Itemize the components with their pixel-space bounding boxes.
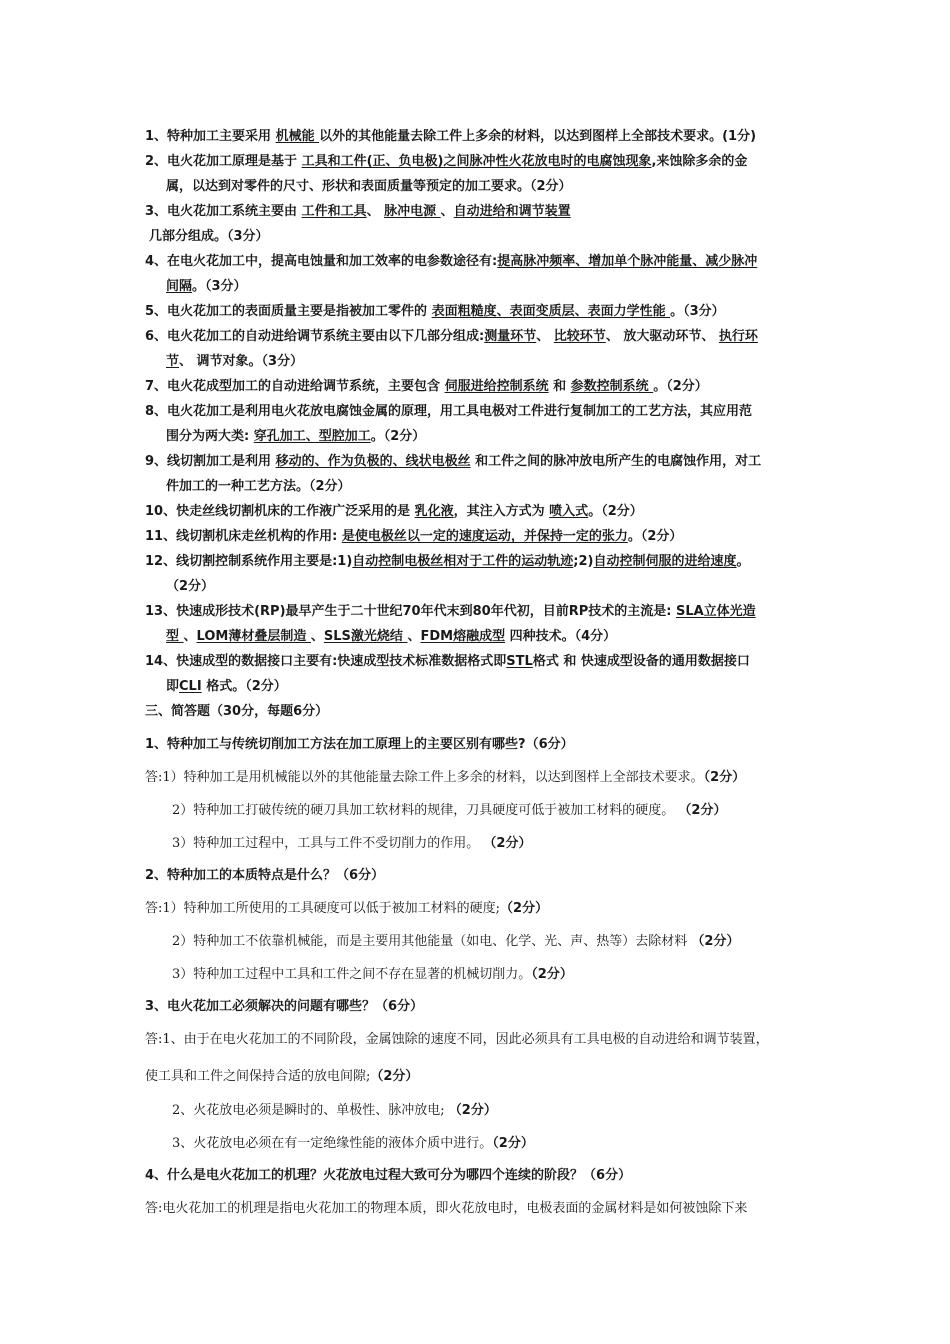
question-3: 3、电火花加工必须解决的问题有哪些？（6分）: [145, 999, 424, 1014]
fill-item-10: 10、快走丝线切割机床的工作液广泛采用的是 乳化液，其注入方式为 喷入式。（2分）: [145, 504, 643, 519]
question-2: 2、特种加工的本质特点是什么？（6分）: [145, 868, 385, 883]
fill-item-14: 14、快速成型的数据接口主要有:快速成型技术标准数据格式即STL格式 和 快速成型设备的通用数据接口 即CLI 格式。（2分）: [145, 654, 750, 694]
fill-item-6: 6、电火花加工的自动进给调节系统主要由以下几部分组成:测量环节、 比较环节、 放大驱动环节、 执行环 节、 调节对象。（3分）: [145, 329, 758, 369]
answer-4-line-1: 答:电火花加工的机理是指电火花加工的物理本质，即火花放电时，电极表面的金属材料是如何被蚀除下来: [145, 1201, 748, 1216]
fill-item-1: 1、特种加工主要采用 机械能 以外的其他能量去除工件上多余的材料，以达到图样上全部技术要求。(1分): [145, 129, 757, 144]
question-1: 1、特种加工与传统切削加工方法在加工原理上的主要区别有哪些?（6分）: [145, 737, 574, 752]
section-title: 三、简答题（30分，每题6分）: [145, 704, 329, 719]
fill-item-4: 4、在电火花加工中，提高电蚀量和加工效率的电参数途径有:提高脉冲频率、增加单个脉冲能量、减少脉冲 间隔。（3分）: [145, 254, 758, 294]
answer-2-line-2: 2）特种加工不依靠机械能，而是主要用其他能量（如电、化学、光、声、热等）去除材料 （2分）: [172, 934, 740, 949]
fill-item-8: 8、电火花加工是利用电火花放电腐蚀金属的原理，用工具电极对工件进行复制加工的工艺方法，其应用范 围分为两大类: 穿孔加工、型腔加工。（2分）: [145, 404, 753, 444]
answer-1-line-3: 3）特种加工过程中，工具与工件不受切削力的作用。 （2分）: [172, 836, 532, 851]
answer-2-line-1: 答:1）特种加工所使用的工具硬度可以低于被加工材料的硬度;（2分）: [145, 901, 549, 916]
answer-3-line-4: 3、火花放电必须在有一定绝缘性能的液体介质中进行。（2分）: [172, 1136, 534, 1151]
answer-3-line-3: 2、火花放电必须是瞬时的、单极性、脉冲放电; （2分）: [172, 1103, 497, 1118]
answer-3-line-2: 使工具和工件之间保持合适的放电间隙;（2分）: [145, 1069, 419, 1084]
answer-2-line-3: 3）特种加工过程中工具和工件之间不存在显著的机械切削力。（2分）: [172, 967, 573, 982]
answer-3-line-1: 答:1、由于在电火花加工的不同阶段，金属蚀除的速度不同，因此必须具有工具电极的自动进给和调节装置，: [145, 1032, 769, 1047]
question-4: 4、什么是电火花加工的机理？火花放电过程大致可分为哪四个连续的阶段？（6分）: [145, 1168, 632, 1183]
answer-1-line-2: 2）特种加工打破传统的硬刀具加工软材料的规律，刀具硬度可低于被加工材料的硬度。 （2分）: [172, 803, 727, 818]
fill-item-13: 13、快速成形技术(RP)最早产生于二十世纪70年代末到80年代初，目前RP技术的主流是: SLA立体光造 型 、LOM薄材叠层制造 、SLS激光烧结 、FDM熔融成型 四种技术。（4分）: [145, 604, 756, 644]
answer-1-line-1: 答:1）特种加工是用机械能以外的其他能量去除工件上多余的材料，以达到图样上全部技术要求。（2分）: [145, 770, 746, 785]
fill-item-5: 5、电火花加工的表面质量主要是指被加工零件的 表面粗糙度、表面变质层、表面力学性能 。（3分）: [145, 304, 725, 319]
fill-item-3: 3、电火花加工系统主要由 工件和工具、 脉冲电源 、自动进给和调节装置 几部分组成。（3分）: [145, 204, 571, 244]
fill-item-11: 11、线切割机床走丝机构的作用: 是使电极丝以一定的速度运动，并保持一定的张力。（2分）: [145, 529, 683, 544]
fill-item-12: 12、线切割控制系统作用主要是:1)自动控制电极丝相对于工件的运动轨迹;2)自动控制伺服的进给速度。 （2分）: [145, 554, 750, 594]
fill-item-9: 9、线切割加工是利用 移动的、作为负极的、线状电极丝 和工件之间的脉冲放电所产生的电腐蚀作用，对工 件加工的一种工艺方法。（2分）: [145, 454, 762, 494]
fill-item-7: 7、电火花成型加工的自动进给调节系统，主要包含 伺服进给控制系统 和 参数控制系统 。（2分）: [145, 379, 708, 394]
fill-item-2: 2、电火花加工原理是基于 工具和工件(正、负电极)之间脉冲性火花放电时的电腐蚀现象,来蚀除多余的金 属，以达到对零件的尺寸、形状和表面质量等预定的加工要求。（2分）: [145, 154, 748, 194]
